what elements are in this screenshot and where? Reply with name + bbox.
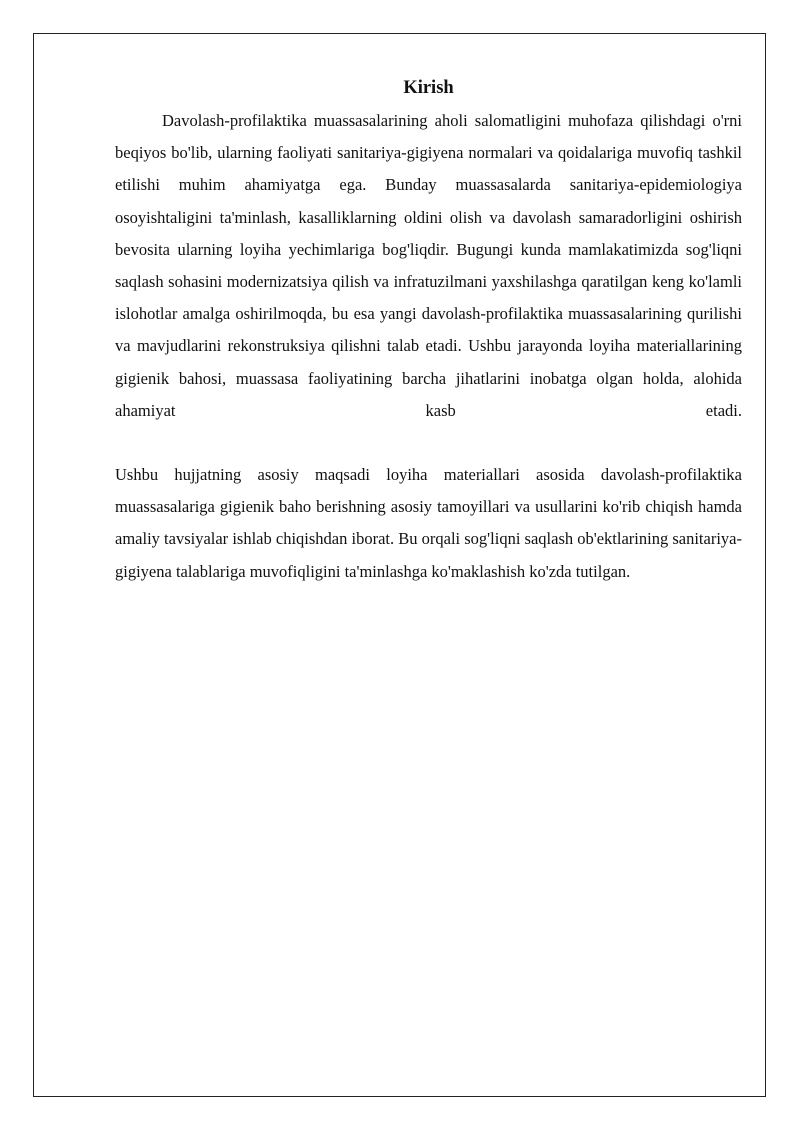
paragraph-intro: Davolash-profilaktika muassasalarining aholi salomatligini muhofaza qilishdagi o'rni beqiyos bo'lib, ularning faoliyati sanitariya-gigiyena normalari va qoidalariga muvofiq tashkil etilishi muhim ahamiyatga ega. Bunday muassasalarda sanitariya-epidemiologiya osoyishtaligini ta'minlash, kasalliklarning oldini olish va davolash samaradorligini oshirish bevosita ularning loyiha yechimlariga bog'liqdir. Bugungi kunda mamlakatimizda sog'liqni saqlash sohasini modernizatsiya qilish va infratuzilmani yaxshilashga qaratilgan keng ko'lamli islohotlar amalga oshirilmoqda, bu esa yangi davolash-profilaktika muassasalarining qurilishi va mavjudlarini rekonstruksiya qilishni talab etadi. Ushbu jarayonda loyiha materiallarining gigienik bahosi, muassasa faoliyatining barcha jihatlarini inobatga olgan holda, alohida ahamiyat kasb etadi. — [115, 111, 742, 420]
paragraph-purpose: Ushbu hujjatning asosiy maqsadi loyiha materiallari asosida davolash-profilaktika muassasalariga gigienik baho berishning asosiy tamoyillari va usullarini ko'rib chiqish hamda amaliy tavsiyalar ishlab chiqishdan iborat. Bu orqali sog'liqni saqlash ob'ektlarining sanitariya-gigiyena talablariga muvofiqligini ta'minlashga ko'maklashish ko'zda tutilgan. — [115, 465, 742, 581]
document-body — [115, 74, 742, 588]
page-title: Kirish — [403, 78, 454, 98]
